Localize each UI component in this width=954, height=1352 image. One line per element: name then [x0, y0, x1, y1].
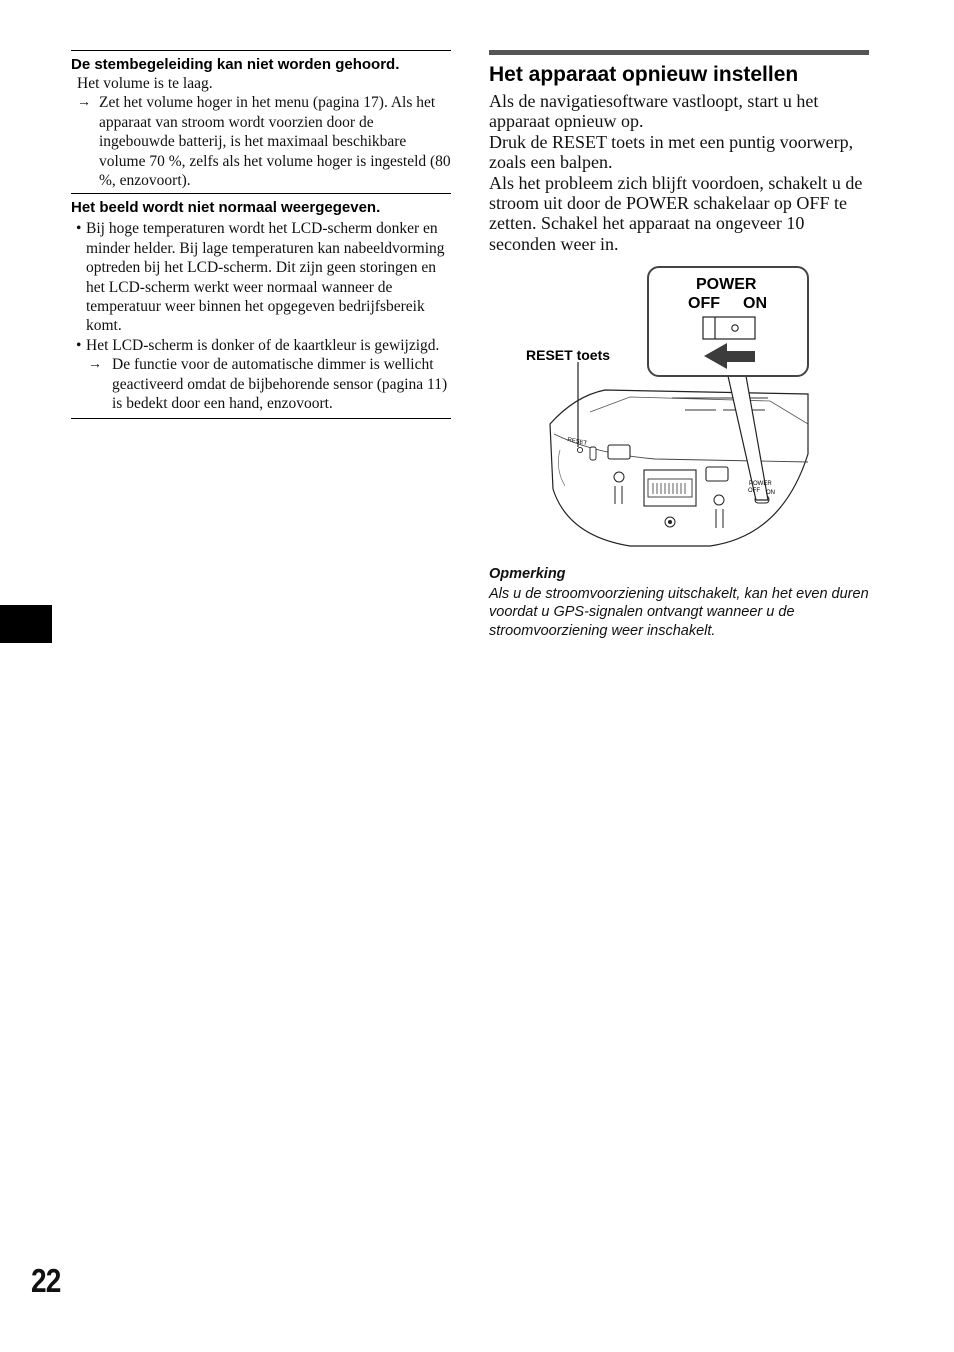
remedy-dimmer-text: De functie voor de automatische dimmer is wellicht geactiveerd omdat de bijbehorende sensor (pagina 11) is bedekt door een hand, enzovoort. [112, 356, 448, 413]
device-illustration [520, 264, 812, 548]
callout-off-label: OFF [688, 295, 720, 312]
device-power-label: POWER [749, 481, 772, 487]
note-text: Als u de stroomvoorziening uitschakelt, kan het even duren voordat u GPS-signalen ontvangt wanneer u de stroomvoorziening weer inschakelt. [489, 586, 869, 639]
remedy-dimmer [71, 355, 451, 413]
bottom-rule [71, 418, 451, 419]
remedy-volume [71, 93, 451, 190]
paragraph: Druk de RESET toets in met een puntig voorwerp, zoals een balpen. [489, 131, 854, 173]
issue-title-display: Het beeld wordt niet normaal weergegeven. [71, 199, 381, 217]
reset-section [489, 50, 869, 254]
callout-power-label: POWER [696, 276, 757, 293]
section-rule [489, 50, 869, 55]
issue-cause-volume: Het volume is te laag. [77, 75, 213, 92]
bullet-item [71, 336, 451, 355]
bullet-item [71, 219, 451, 335]
issue-title-voice: De stembegeleiding kan niet worden gehoord. [71, 56, 400, 73]
chapter-tab [0, 605, 52, 643]
section-body [489, 91, 869, 254]
device-drawing [520, 264, 812, 548]
bullet-glyph: • [76, 336, 82, 354]
device-on-label: ON [766, 490, 775, 496]
arrow-icon: → [77, 95, 91, 111]
bullet-glyph: • [76, 220, 82, 238]
reset-toets-label: RESET toets [526, 347, 611, 363]
paragraph: Als de navigatiesoftware vastloopt, start u het apparaat opnieuw op. [489, 91, 819, 132]
troubleshooting-column [71, 50, 451, 419]
bullet-text: Het LCD-scherm is donker of de kaartkleur is gewijzigd. [86, 336, 440, 354]
section-title: Het apparaat opnieuw instellen [489, 63, 799, 86]
arrow-icon: → [88, 357, 102, 373]
note-heading: Opmerking [489, 566, 566, 582]
callout-on-label: ON [743, 295, 767, 312]
device-reset-label: RESET [566, 437, 588, 448]
device-off-label: OFF [748, 488, 760, 494]
remedy-volume-text: Zet het volume hoger in het menu (pagina 17). Als het apparaat van stroom wordt voorzien door de ingebouwde batterij, is het maximaal beschikbare volume 70 %, zelfs als het volume hoger is ingesteld (80 %, enzovoort). [99, 94, 451, 190]
paragraph: Als het probleem zich blijft voordoen, schakelt u de stroom uit door de POWER schakelaar op OFF te zetten. Schakel het apparaat na ongeveer 10 seconden weer in. [489, 172, 863, 254]
bullet-text: Bij hoge temperaturen wordt het LCD-scherm donker en minder helder. Bij lage temperaturen kan nabeeldvorming optreden bij het LCD-scherm. Dit zijn geen storingen en het LCD-scherm werkt weer normaal wanneer de temperatuur weer binnen het opgegeven bedrijfsbereik komt. [86, 220, 445, 335]
page-number: 22 [31, 1262, 61, 1299]
